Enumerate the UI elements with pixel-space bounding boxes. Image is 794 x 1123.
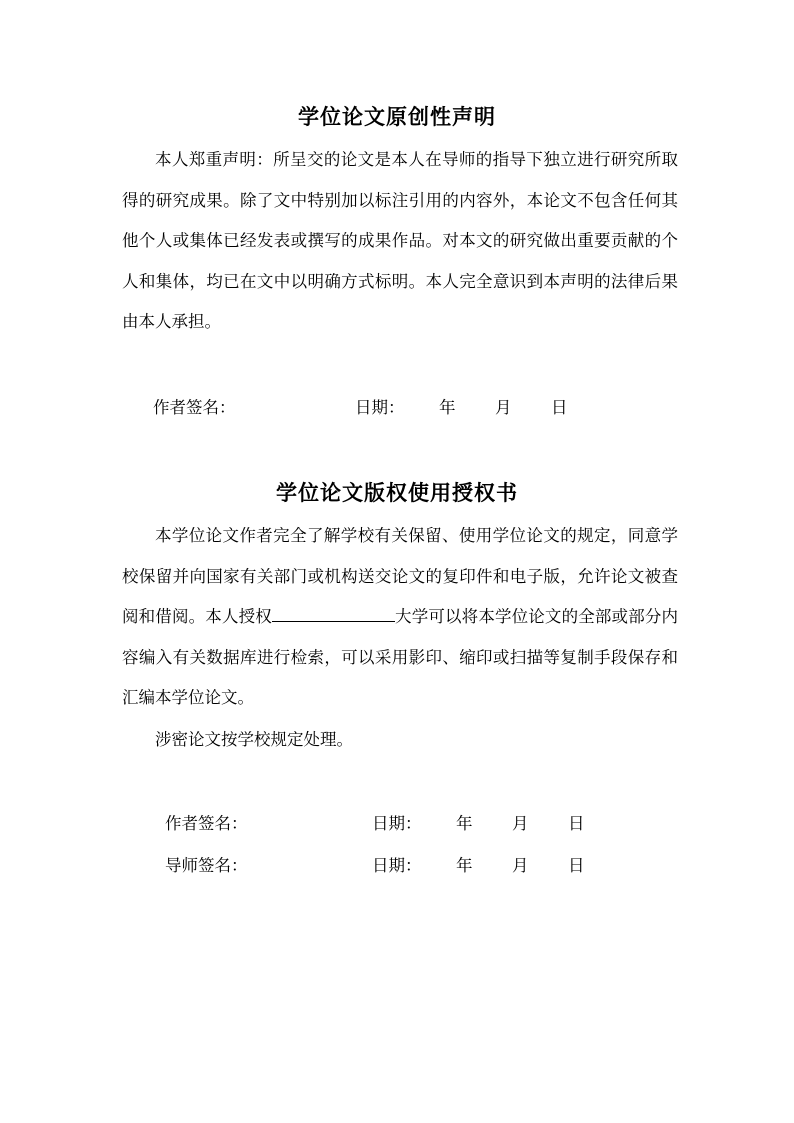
supervisor-signature-label: 导师签名： <box>165 856 248 875</box>
secret-note: 涉密论文按学校规定处理。 <box>155 730 353 749</box>
month-label: 月 <box>512 814 529 833</box>
year-label: 年 <box>439 398 456 417</box>
date-label: 日期： <box>372 856 422 875</box>
authorization-body <box>122 516 678 719</box>
day-label: 日 <box>568 856 585 875</box>
day-label: 日 <box>551 398 568 417</box>
author-signature-label: 作者签名： <box>153 398 236 417</box>
author-signature-label: 作者签名： <box>165 814 248 833</box>
month-label: 月 <box>512 856 529 875</box>
year-label: 年 <box>456 856 473 875</box>
supervisor-signature-row <box>0 854 794 878</box>
date-label: 日期： <box>372 814 422 833</box>
authorization-body-part-2: 大学可以将本学位论文的全部或部分内容编入有关数据库进行检索，可以采用影印、缩印或扫描等复制手段保存和汇编本学位论文。 <box>122 607 679 708</box>
year-label: 年 <box>456 814 473 833</box>
date-label: 日期： <box>355 398 405 417</box>
author-signature-row <box>0 812 794 836</box>
declaration-title: 学位论文原创性声明 <box>298 105 496 129</box>
declaration-signature-row <box>0 396 794 420</box>
declaration-body: 本人郑重声明：所呈交的论文是本人在导师的指导下独立进行研究所取得的研究成果。除了文中特别加以标注引用的内容外，本论文不包含任何其他个人或集体已经发表或撰写的成果作品。对本文的研究做出重要贡献的个人和集体，均已在文中以明确方式标明。本人完全意识到本声明的法律后果由本人承担。 <box>122 150 678 332</box>
month-label: 月 <box>495 398 512 417</box>
authorization-body-part-1: 本学位论文作者完全了解学校有关保留、使用学位论文的规定，同意学校保留并向国家有关部门或机构送交论文的复印件和电子版，允许论文被查阅和借阅。本人授权 <box>122 526 678 627</box>
authorization-title: 学位论文版权使用授权书 <box>276 481 518 505</box>
university-name-blank <box>272 605 395 622</box>
day-label: 日 <box>568 814 585 833</box>
